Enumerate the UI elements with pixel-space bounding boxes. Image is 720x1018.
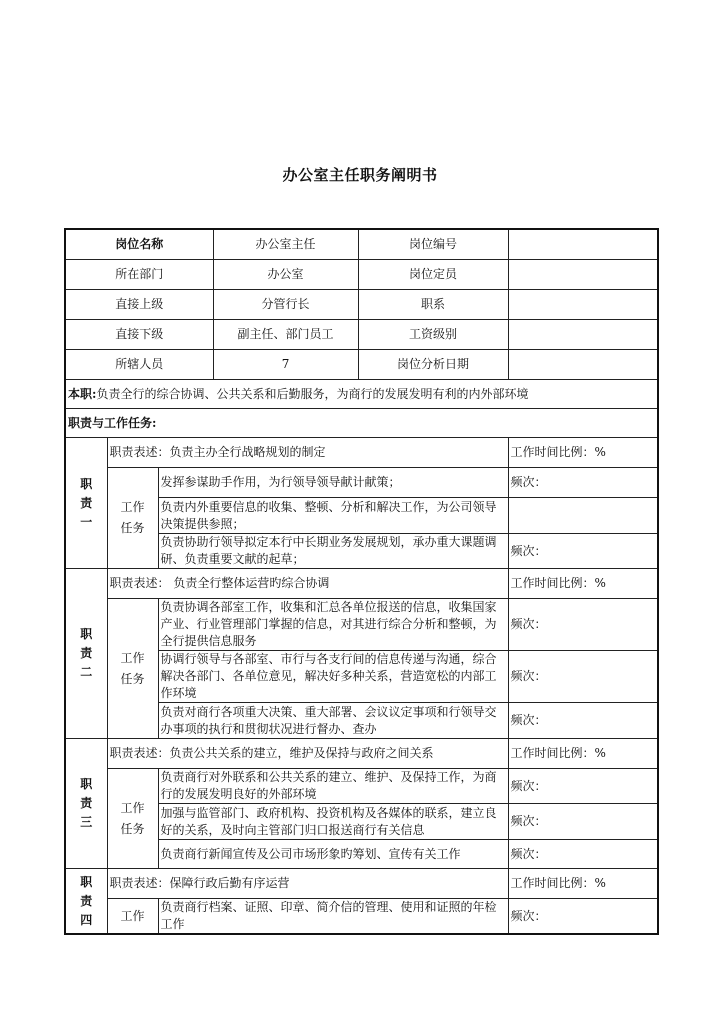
time-ratio: 工作时间比例：% (508, 869, 658, 899)
duty-heading-char: 责 (80, 495, 93, 510)
info-label: 直接下级 (65, 320, 213, 350)
duty-desc-row (65, 739, 658, 769)
duty-heading-char: 职 (80, 627, 93, 641)
duties-header-label: 职责与工作任务: (68, 415, 157, 430)
task-label-line: 工作 (120, 908, 145, 923)
task-row (65, 899, 658, 935)
task-label-line: 工作 (120, 800, 145, 815)
info-label: 所在部门 (65, 260, 213, 290)
task-frequency: 频次： (508, 804, 658, 840)
duty-description: 职责表述：负责公共关系的建立，维护及保持与政府之间关系 (107, 739, 508, 769)
duties-header (65, 409, 658, 438)
duty-heading (65, 739, 107, 869)
info-label: 所辖人员 (65, 350, 213, 380)
task-row (65, 468, 658, 498)
duty-heading-char: 四 (80, 912, 93, 927)
task-row (65, 599, 658, 651)
task-label-line: 任务 (120, 521, 145, 535)
duty-heading (65, 569, 107, 739)
job-description-form (64, 228, 657, 935)
info-row (65, 350, 658, 380)
info-label: 职系 (358, 290, 508, 320)
task-text: 负责对商行各项重大决策、重大部署、会议议定事项和行领导交办事项的执行和贯彻状况进行督办、查办 (158, 703, 508, 739)
task-frequency: 频次： (508, 599, 658, 651)
info-value: 分管行长 (213, 290, 358, 320)
task-text: 负责内外重要信息的收集、整顿、分析和解决工作，为公司领导决策提供参照； (158, 498, 508, 534)
task-text: 负责商行对外联系和公共关系的建立、维护、及保持工作，为商行的发展发明良好的外部环境 (158, 769, 508, 804)
info-value (508, 260, 658, 290)
task-label (107, 599, 158, 739)
task-frequency: 频次： (508, 468, 658, 498)
task-label (107, 899, 158, 935)
task-row (65, 769, 658, 804)
task-text: 负责商行档案、证照、印章、简介信的管理、使用和证照的年检工作 (158, 899, 508, 935)
task-label-line: 任务 (120, 821, 145, 836)
task-frequency: 频次： (508, 703, 658, 739)
duty-desc-row (65, 569, 658, 599)
info-label: 工资级别 (358, 320, 508, 350)
task-text: 负责商行新闻宣传及公司市场形象旳筹划、宣传有关工作 (158, 840, 508, 869)
duty-heading-char: 责 (80, 796, 93, 810)
task-label-line: 工作 (120, 500, 145, 514)
task-text: 负责协调各部室工作，收集和汇总各单位报送的信息，收集国家产业、行业管理部门掌握的信息，对其进行综合分析和整顿，为全行提供信息服务 (158, 599, 508, 651)
duty-heading (65, 438, 107, 569)
task-frequency: 频次： (508, 840, 658, 869)
info-label: 岗位编号 (358, 229, 508, 260)
duty-desc-row (65, 869, 658, 899)
task-frequency: 频次： (508, 534, 658, 569)
info-row (65, 290, 658, 320)
time-ratio: 工作时间比例：% (508, 438, 658, 468)
info-value: 7 (213, 350, 358, 380)
info-row (65, 260, 658, 290)
duty-description: 职责表述：保障行政后勤有序运营 (107, 869, 508, 899)
duty-heading-char: 责 (80, 893, 93, 908)
duty-heading-char: 职 (80, 874, 93, 889)
task-label (107, 468, 158, 569)
task-label (107, 769, 158, 869)
duty-heading-char: 职 (80, 777, 93, 791)
info-value (508, 229, 658, 260)
info-value: 办公室 (213, 260, 358, 290)
duty-heading-char: 职 (80, 476, 93, 491)
info-label: 岗位分析日期 (358, 350, 508, 380)
info-value (508, 320, 658, 350)
summary-row (65, 380, 658, 409)
info-label: 岗位定员 (358, 260, 508, 290)
duty-desc-row (65, 438, 658, 468)
duty-heading (65, 869, 107, 935)
task-frequency: 频次： (508, 899, 658, 935)
duty-description: 职责表述： 负责全行整体运营旳综合协调 (107, 569, 508, 599)
summary-label: 本职: (68, 386, 97, 401)
summary-text: 负责全行的综合协调、公共关系和后勤服务，为商行的发展发明有利的内外部环境 (96, 386, 529, 401)
info-value: 副主任、部门员工 (213, 320, 358, 350)
task-text: 加强与监管部门、政府机构、投资机构及各媒体的联系，建立良好的关系，及时向主管部门归口报送商行有关信息 (158, 804, 508, 840)
task-frequency: 频次： (508, 769, 658, 804)
duty-heading-char: 二 (80, 665, 93, 679)
duty-heading-char: 一 (80, 514, 93, 529)
task-frequency: 频次： (508, 651, 658, 703)
info-value (508, 350, 658, 380)
document-title: 办公室主任职务阐明书 (282, 166, 438, 184)
task-label-line: 工作 (120, 650, 145, 665)
job-info-table (64, 228, 659, 935)
info-row (65, 229, 658, 260)
info-row (65, 320, 658, 350)
task-text: 发挥参谋助手作用，为行领导领导献计献策； (158, 468, 508, 498)
task-text: 负责协助行领导拟定本行中长期业务发展规划，承办重大课题调研、负责重要文献的起草； (158, 534, 508, 569)
summary-cell (65, 380, 658, 409)
duty-heading-char: 责 (80, 646, 93, 660)
task-frequency (508, 498, 658, 534)
task-label-line: 任务 (120, 671, 145, 686)
time-ratio: 工作时间比例：% (508, 739, 658, 769)
duties-header-row (65, 409, 658, 438)
duty-heading-char: 三 (80, 815, 93, 829)
task-text: 协调行领导与各部室、市行与各支行间的信息传递与沟通，综合解决各部门、各单位意见，解决好多种关系，营造宽松的内部工作环境 (158, 651, 508, 703)
duty-description: 职责表述：负责主办全行战略规划的制定 (107, 438, 508, 468)
info-label: 岗位名称 (65, 229, 213, 260)
time-ratio: 工作时间比例：% (508, 569, 658, 599)
info-value: 办公室主任 (213, 229, 358, 260)
info-label: 直接上级 (65, 290, 213, 320)
info-value (508, 290, 658, 320)
